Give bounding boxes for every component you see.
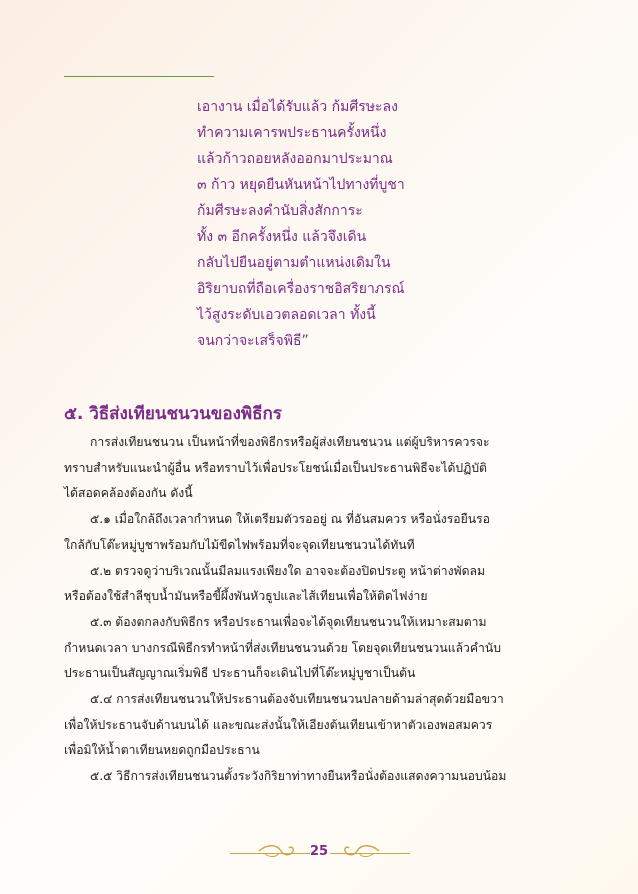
quote-line: แล้วก้าวถอยหลังออกมาประมาณ [197,151,393,167]
quote-line: ทำความเคารพประธานครั้งหนึ่ง [197,125,387,141]
left-swirl-ornament-icon [257,842,299,860]
quote-line: เอางาน เมื่อได้รับแล้ว ก้มศีรษะลง [197,99,398,115]
paragraph-line: เพื่อมิให้น้ำตาเทียนหยดถูกมือประธาน [64,743,260,758]
list-item-5-5: ๕.๕ วิธีการส่งเทียนชนวนตั้งระวังกิริยาท่าทางยืนหรือนั่งต้องแสดงความนอบน้อม [90,769,507,784]
page-number: 25 [309,843,329,859]
quote-line: ไว้สูงระดับเอวตลอดเวลา ทั้งนี้ [197,307,376,323]
quote-block [197,94,527,354]
paragraph-line: การส่งเทียนชนวน เป็นหน้าที่ของพิธีกรหรือผู้ส่งเทียนชนวน แต่ผู้บริหารควรจะ [90,435,490,449]
quote-line: อิริยาบถที่ถือเครื่องราชอิสริยาภรณ์ [197,281,405,297]
paragraph-line: ทราบสำหรับแนะนำผู้อื่น หรือทราบไว้เพื่อประโยชน์เมื่อเป็นประธานพิธีจะได้ปฏิบัติ [64,460,487,475]
top-decorative-rule [64,76,214,77]
quote-line: ก้มศีรษะลงคำนับสิ่งสักการะ [197,203,363,219]
paragraph-line: ประธานเป็นสัญญาณเริ่มพิธี ประธานก็จะเดินไปที่โต๊ะหมู่บูชาเป็นต้น [64,666,416,681]
paragraph-line: กำหนดเวลา บางกรณีพิธีกรทำหน้าที่ส่งเทียนชนวนด้วย โดยจุดเทียนชนวนแล้วคำนับ [64,640,501,655]
list-item-5-4: ๕.๔ การส่งเทียนชนวนให้ประธานต้องจับเทียนชนวนปลายด้ามล่าสุดด้วยมือขวา [90,692,504,707]
list-item-5-1: ๕.๑ เมื่อใกล้ถึงเวลากำหนด ให้เตรียมตัวรออยู่ ณ ที่อันสมควร หรือนั่งรอยืนรอ [90,512,490,527]
paragraph-line: หรือต้องใช้สำลีชุบน้ำมันหรือขี้ผึ้งพันหัวธูปและไส้เทียนเพื่อให้ติดไฟง่าย [64,589,428,604]
quote-line: ทั้ง ๓ อีกครั้งหนึ่ง แล้วจึงเดิน [197,229,367,245]
list-item-5-3: ๕.๓ ต้องตกลงกับพิธีกร หรือประธานเพื่อจะได้จุดเทียนชนวนให้เหมาะสมตาม [90,614,487,629]
quote-line: ๓ ก้าว หยุดยืนหันหน้าไปทางที่บูชา [197,177,405,193]
list-item-5-2: ๕.๒ ตรวจดูว่าบริเวณนั้นมีลมแรงเพียงใด อาจจะต้องปิดประตู หน้าต่างพัดลม [90,563,486,578]
quote-line: กลับไปยืนอยู่ตามตำแหน่งเดิมใน [197,255,391,271]
quote-line: จนกว่าจะเสร็จพิธี” [197,333,309,349]
paragraph-line: เพื่อให้ประธานจับด้านบนได้ และขณะส่งนั้นให้เอียงต้นเทียนเข้าหาตัวเองพอสมควร [64,717,493,732]
body-text [64,430,574,790]
page-footer [0,840,638,862]
section-heading: ๕. วิธีส่งเทียนชนวนของพิธีกร [64,404,282,424]
paragraph-line: ได้สอดคล้องต้องกัน ดังนี้ [64,486,193,501]
right-swirl-ornament-icon [339,842,381,860]
paragraph-line: ใกล้กับโต๊ะหมู่บูชาพร้อมกับไม้ขีดไฟพร้อมที่จะจุดเทียนชนวนได้ทันที [64,537,415,552]
